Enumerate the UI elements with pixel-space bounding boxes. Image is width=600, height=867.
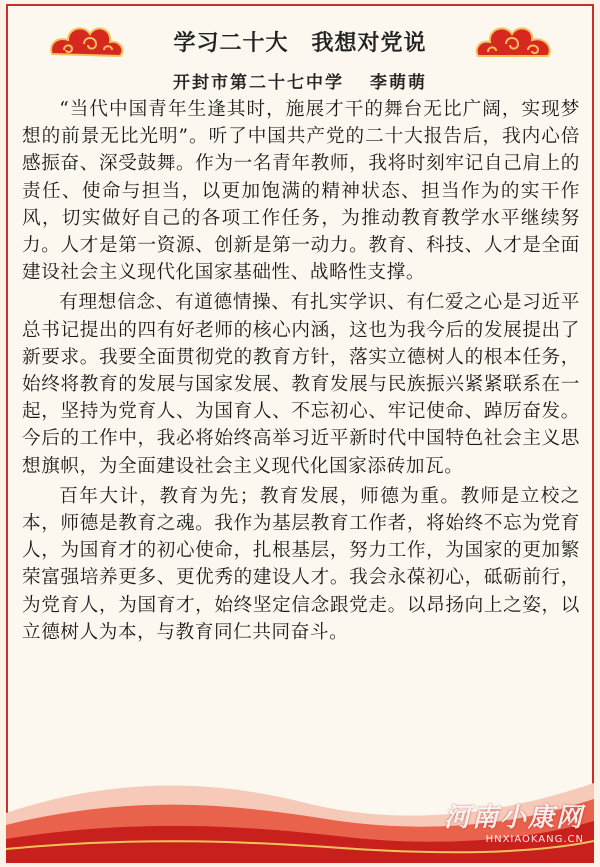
school-name: 开封市第二十七中学: [173, 73, 344, 93]
author-name: 李萌萌: [370, 73, 427, 93]
site-watermark: [444, 797, 584, 845]
watermark-url: HNXIAOKANG.CN: [485, 834, 584, 845]
paragraph-1: “当代中国青年生逢其时，施展才干的舞台无比广阔，实现梦想的前景无比光明”。听了中国共产党的二十大报告后，我内心倍感振奋、深受鼓舞。作为一名青年教师，我将时刻牢记自己肩上的责任、使命与担当，以更加饱满的精神状态、担当作为的实干作风，切实做好自己的各项工作任务，为推动教育教学水平继续努力。人才是第一资源、创新是第一动力。教育、科技、人才是全面建设社会主义现代化国家基础性、战略性支撑。: [22, 99, 580, 284]
byline: [0, 68, 600, 93]
paragraph-3: 百年大计，教育为先；教育发展，师德为重。教师是立校之本，师德是教育之魂。我作为基层教育工作者，将始终不忘为党育人，为国育才的初心使命，扎根基层，努力工作，为国家的更加繁荣富强培养更多、更优秀的建设人才。我会永葆初心，砥砺前行，为党育人，为国育才，始终坚定信念跟党走。以昂扬向上之姿，以立德树人为本，与教育同仁共同奋斗。: [22, 485, 580, 643]
watermark-name: 河南小康网: [443, 803, 584, 833]
paragraph-2: 有理想信念、有道德情操、有扎实学识、有仁爱之心是习近平总书记提出的四有好老师的核心内涵，这也为我今后的发展提出了新要求。我要全面贯彻党的教育方针，落实立德树人的根本任务，始终将教育的发展与国家发展、教育发展与民族振兴紧紧联系在一起，坚持为党育人、为国育人、不忘初心、牢记使命、踔厉奋发。今后的工作中，我必将始终高举习近平新时代中国特色社会主义思想旗帜，为全面建设社会主义现代化国家添砖加瓦。: [22, 292, 580, 477]
article-body: [22, 96, 580, 649]
page-title: 学习二十大 我想对党说: [173, 30, 427, 56]
